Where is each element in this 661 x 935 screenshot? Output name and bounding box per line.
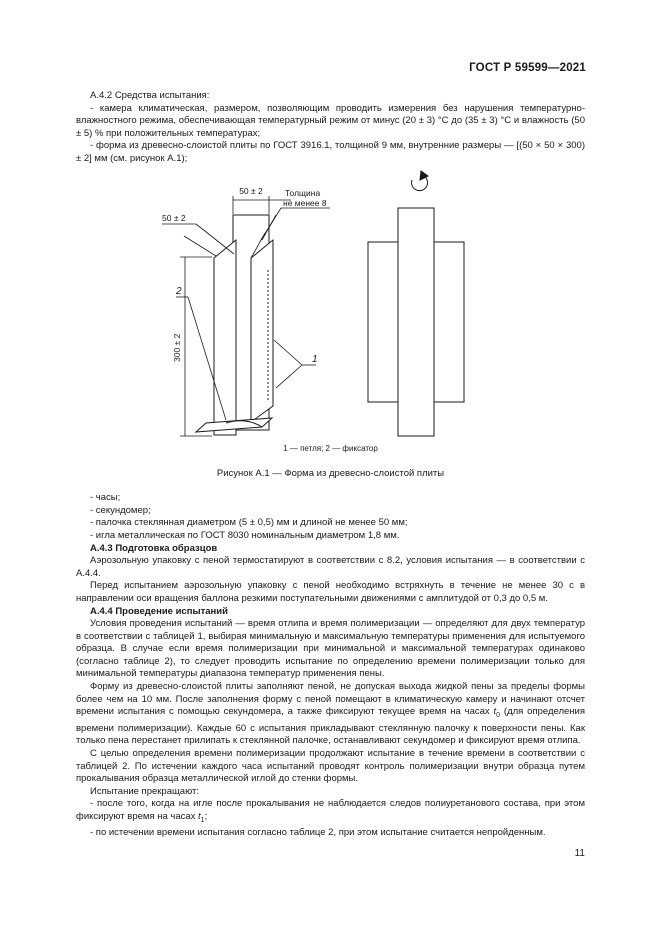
a42-item-plywood-form: - форма из древесно-слоистой плиты по ГОСТ 3916.1, толщиной 9 мм, внутренние размеры — [(50 × 50 × 300) ± 2] мм (см. рисунок А.1); — [76, 140, 585, 164]
equipment-glass-rod: - палочка стеклянная диаметром (5 ± 0,5) мм и длиной не менее 50 мм; — [90, 517, 408, 529]
thickness-label-line1: Толщина — [285, 187, 321, 198]
dim-height-label: 300 ± 2 — [172, 333, 182, 362]
rotation-icon — [412, 171, 428, 191]
a42-item-climate-chamber: - камера климатическая, размером, позволяющим проводить измерения без нарушения температурно-влажностного режима, обеспечивающая температурный режим от минус (20 ± 3) °С до (35 ± 3) °С и влажность (50 ± 5) % при положительных температурах; — [76, 102, 585, 139]
dim-left-label: 50 ± 2 — [162, 212, 186, 223]
front-view-left-panel — [368, 242, 398, 402]
page-content — [76, 90, 585, 840]
figure-caption: Рисунок А.1 — Форма из древесно-слоистой плиты — [216, 467, 445, 479]
a44-paragraph-6: - по истечении времени испытания согласно таблице 2, при этом испытание считается непройденным. — [90, 827, 546, 839]
figure-legend: 1 — петля; 2 — фиксатор — [283, 443, 378, 453]
form-left-panel — [214, 240, 236, 435]
a43-paragraph-1: Аэрозольную упаковку с пеной термостатируют в соответствии с 8.2, условия испытания — в соответствии с А.4.4. — [76, 555, 585, 579]
figure-a1 — [76, 170, 585, 464]
form-drawing — [76, 170, 585, 464]
a44-paragraph-4: Испытание прекращают: — [90, 785, 199, 797]
callout-1: 1 — [312, 353, 318, 365]
a44-p5-sub: 1 — [200, 816, 205, 824]
a43-paragraph-2: Перед испытанием аэрозольную упаковку с пеной необходимо встряхнуть в течение не менее 30 с в направлении оси вращения баллона резкими поступательными движениями с амплитудой от 0,3 до 0,5 м. — [76, 580, 585, 604]
a44-p2-sub: 0 — [496, 712, 501, 720]
dim-top-label: 50 ± 2 — [239, 185, 263, 196]
page-number: 11 — [574, 848, 585, 859]
a44-p2-part-a: Форму из древесно-слоистой плиты заполняют пеной, не допуская выхода жидкой пены за пределы формы более чем на 10 мм. После заполнения форму с пеной помещают в климатическую камеру и начинают отсчет времени испытания с помощью секундомера, а также фиксируют текущее время на часах — [76, 681, 585, 718]
front-view-right-panel — [434, 242, 464, 402]
a44-paragraph-3: С целью определения времени полимеризации продолжают испытание в течение времени в соответствии с таблицей 2. По истечении каждого часа испытаний проводят контроль полимеризации внутри образца путем прокалывания образца металлической иглой до стенки формы. — [76, 747, 585, 785]
form-right-panel — [251, 240, 273, 422]
a44-paragraph-5 — [76, 798, 585, 827]
thickness-label-line2: не менее 8 — [283, 197, 327, 208]
a44-p5-part-b: ; — [204, 810, 208, 822]
equipment-stopwatch: - секундомер; — [90, 504, 151, 516]
section-a43-title: А.4.3 Подготовка образцов — [90, 542, 218, 554]
a44-p2-part-b: (для определения времени полимеризации). Каждые 60 с испытания прикладывают стеклянную палочку к поверхности пены. Как только пена перестанет прилипать к стеклянной палочке, останавливают секундомер и фиксируют время отлипа. — [76, 706, 586, 747]
callout-2: 2 — [176, 285, 182, 297]
a44-p5-part-a: - после того, когда на игле после прокалывания не наблюдается следов полиуретанового состава, при этом фиксируют время на часах — [76, 798, 585, 822]
section-a44-title: А.4.4 Проведение испытаний — [90, 605, 228, 617]
a44-p5-var: t — [198, 810, 201, 822]
a44-p2-var: t — [493, 706, 497, 718]
equipment-clock: - часы; — [90, 492, 121, 504]
a44-paragraph-2 — [76, 681, 585, 748]
a44-paragraph-1: Условия проведения испытаний — время отлипа и время полимеризации — определяют для двух температур в соответствии с таблицей 1, выбирая минимальную и максимальную температуры применения для испытуемого образца. В случае если время полимеризации при минимальной и максимальной температурах одинаково (согласно таблице 2), то следует проводить испытание по определению времени полимеризации только для минимальной температуры диапазона температур применения пены. — [76, 618, 585, 680]
front-view-center-panel — [398, 208, 434, 436]
document-header: ГОСТ Р 59599—2021 — [469, 62, 586, 74]
section-a42-title: А.4.2 Средства испытания: — [90, 90, 210, 101]
equipment-needle: - игла металлическая по ГОСТ 8030 номинальным диаметром 1,8 мм. — [90, 529, 400, 541]
